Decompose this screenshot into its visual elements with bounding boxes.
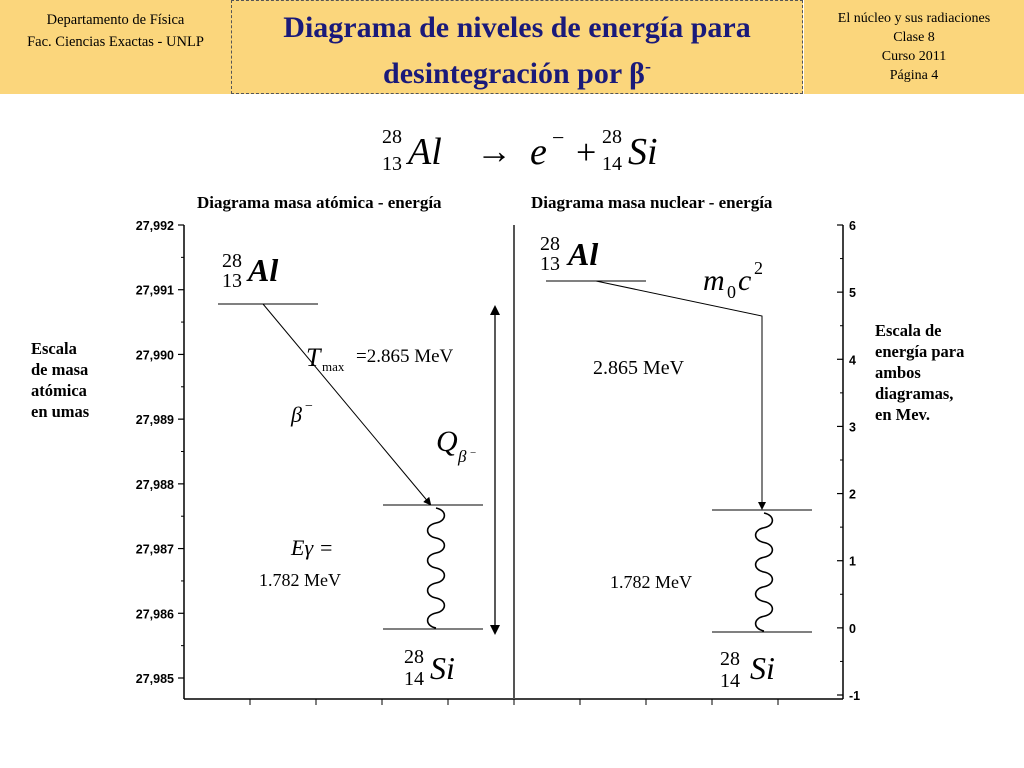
right-axis-tick-label: 3: [849, 420, 856, 435]
eq-daughter-symbol: Si: [628, 131, 658, 173]
page-number: Página 4: [889, 68, 939, 83]
eq-parent-symbol: Al: [408, 131, 442, 173]
q-subscript: β: [458, 447, 467, 466]
m0c2-m: m: [703, 264, 725, 297]
right-al-mass: 28: [540, 233, 560, 255]
faculty-label: Fac. Ciencias Exactas - UNLP: [27, 34, 204, 50]
right-diagram: [540, 233, 812, 692]
right-axis-tick-label: -1: [849, 689, 861, 703]
right-beta-value: 2.865 MeV: [593, 357, 685, 379]
left-axis-tick-label: 27,991: [135, 283, 174, 298]
title-line-1: Diagrama de niveles de energía para: [283, 11, 751, 44]
right-gamma-value: 1.782 MeV: [610, 572, 692, 592]
right-al-symbol: Al: [568, 236, 599, 272]
bottom-axis-ticks: [250, 699, 778, 705]
left-axis-tick-label: 27,989: [135, 413, 174, 428]
eq-daughter-mass: 28: [602, 126, 622, 148]
egamma-value: 1.782 MeV: [259, 570, 341, 590]
m0c2-c: c: [738, 264, 752, 297]
left-si-z: 14: [404, 668, 424, 690]
eq-electron: e: [530, 131, 547, 173]
left-scale-line: atómica: [31, 381, 87, 400]
right-panel-title: Diagrama masa nuclear - energía: [531, 193, 773, 212]
eq-plus: +: [576, 132, 597, 172]
m0c2-superscript: 2: [754, 258, 763, 278]
right-scale-line: Escala de: [875, 321, 942, 340]
left-axis-tick-label: 27,987: [135, 542, 174, 557]
eq-parent-mass: 28: [382, 126, 402, 148]
right-scale-line: diagramas,: [875, 384, 954, 403]
left-beta-arrow: [263, 304, 430, 504]
right-scale-line: ambos: [875, 363, 921, 382]
egamma-label: Eγ =: [291, 535, 334, 560]
left-axis-tick-label: 27,992: [135, 219, 174, 233]
eq-daughter-z: 14: [602, 153, 622, 175]
right-si-z: 14: [720, 670, 740, 692]
right-si-symbol: Si: [750, 650, 775, 686]
tmax-value: =2.865 MeV: [356, 346, 454, 367]
m0c2-subscript: 0: [727, 282, 736, 302]
right-axis-tick-label: 6: [849, 219, 856, 233]
left-axis-tick-label: 27,986: [135, 607, 174, 622]
left-diagram: [218, 250, 495, 690]
right-axis-tick-label: 5: [849, 286, 856, 301]
tmax-symbol: T: [306, 343, 321, 372]
left-scale-line: Escala: [31, 339, 77, 358]
right-beta-path: [596, 281, 762, 508]
left-al-mass: 28: [222, 250, 242, 272]
right-scale-line: energía para: [875, 342, 965, 361]
left-si-symbol: Si: [430, 650, 455, 686]
left-al-symbol: Al: [248, 252, 279, 288]
eq-parent-z: 13: [382, 153, 402, 175]
left-axis-tick-label: 27,990: [135, 348, 174, 363]
left-al-z: 13: [222, 270, 242, 292]
beta-label: β: [291, 402, 302, 427]
right-axis-tick-label: 1: [849, 554, 856, 569]
beta-charge: −: [305, 399, 313, 414]
right-axis-tick-label: 4: [849, 353, 856, 368]
course-year: Curso 2011: [881, 49, 947, 64]
left-gamma-wave: [428, 508, 445, 628]
right-scale-line: en Mev.: [875, 405, 930, 424]
eq-electron-charge: −: [552, 125, 565, 150]
q-label: Q: [436, 425, 458, 458]
right-axis-ticks: [837, 219, 860, 703]
eq-arrow: →: [476, 131, 512, 171]
right-al-z: 13: [540, 253, 560, 275]
left-panel-title: Diagrama masa atómica - energía: [197, 193, 442, 212]
right-si-mass: 28: [720, 648, 740, 670]
title-line-2-text: desintegración por β: [383, 57, 645, 90]
right-axis-tick-label: 2: [849, 487, 856, 502]
title-superscript: -: [644, 56, 651, 76]
left-axis-tick-label: 27,985: [135, 672, 174, 686]
class-number: Clase 8: [893, 30, 935, 45]
left-axis-ticks: [136, 219, 184, 686]
left-si-mass: 28: [404, 646, 424, 668]
tmax-subscript: max: [322, 359, 345, 374]
course-topic: El núcleo y sus radiaciones: [837, 11, 991, 26]
left-axis-tick-label: 27,988: [135, 477, 174, 492]
q-subscript-charge: −: [470, 447, 477, 459]
right-axis-tick-label: 0: [849, 621, 856, 636]
left-scale-line: de masa: [31, 360, 89, 379]
right-gamma-wave: [756, 513, 773, 631]
left-scale-line: en umas: [31, 402, 90, 421]
department-label: Departamento de Física: [46, 12, 185, 28]
